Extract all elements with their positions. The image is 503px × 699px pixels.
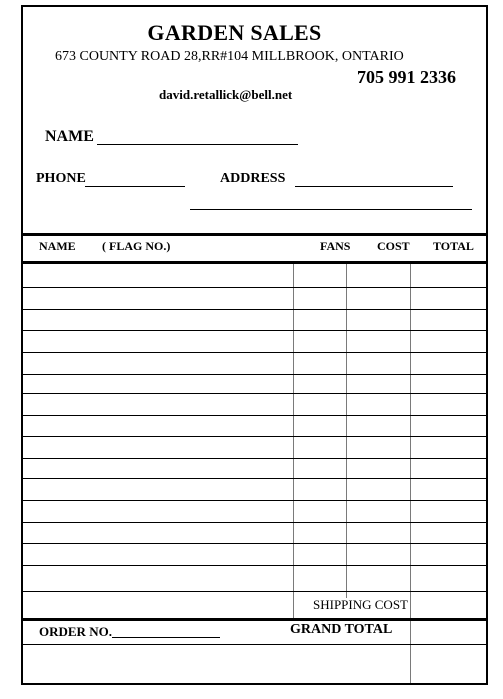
col-divider-fans: [293, 264, 294, 620]
customer-address-field-1[interactable]: [295, 186, 453, 187]
order-no-label: ORDER NO.: [39, 624, 112, 639]
col-header-total: TOTAL: [433, 239, 474, 253]
table-row[interactable]: [23, 478, 486, 479]
table-row[interactable]: [23, 436, 486, 437]
customer-phone-field[interactable]: [85, 186, 185, 187]
table-row[interactable]: [23, 458, 486, 459]
footer-top-border: [23, 618, 486, 621]
table-row[interactable]: [23, 565, 486, 566]
table-row[interactable]: [23, 500, 486, 501]
table-row[interactable]: [23, 522, 486, 523]
customer-name-label: NAME: [45, 128, 94, 145]
col-divider-cost: [346, 264, 347, 598]
col-header-cost: COST: [377, 239, 410, 253]
table-row[interactable]: [23, 543, 486, 544]
business-address: 673 COUNTY ROAD 28,RR#104 MILLBROOK, ONTARIO: [55, 49, 404, 64]
table-row[interactable]: [23, 415, 486, 416]
customer-name-field[interactable]: [97, 144, 298, 145]
customer-address-field-2[interactable]: [190, 209, 472, 210]
col-header-name: NAME: [39, 239, 76, 253]
business-title: GARDEN SALES: [147, 20, 322, 45]
table-row[interactable]: [23, 352, 486, 353]
table-top-border: [23, 233, 486, 236]
customer-address-label: ADDRESS: [220, 171, 286, 186]
table-row[interactable]: [23, 287, 486, 288]
customer-phone-label: PHONE: [36, 171, 86, 186]
business-email: david.retallick@bell.net: [159, 87, 293, 102]
table-row[interactable]: [23, 330, 486, 331]
shipping-cost-label: SHIPPING COST: [313, 597, 408, 612]
col-header-fans: FANS: [320, 239, 351, 253]
table-row[interactable]: [23, 374, 486, 375]
order-form: [21, 5, 488, 685]
table-row[interactable]: [23, 393, 486, 394]
table-header-border: [23, 261, 486, 264]
table-row[interactable]: [23, 591, 486, 592]
grand-total-label: GRAND TOTAL: [290, 622, 393, 637]
business-phone: 705 991 2336: [357, 67, 456, 87]
footer-row-line: [23, 644, 486, 645]
col-header-flag-no: ( FLAG NO.): [102, 239, 171, 253]
table-row[interactable]: [23, 309, 486, 310]
order-no-field[interactable]: [112, 637, 220, 638]
